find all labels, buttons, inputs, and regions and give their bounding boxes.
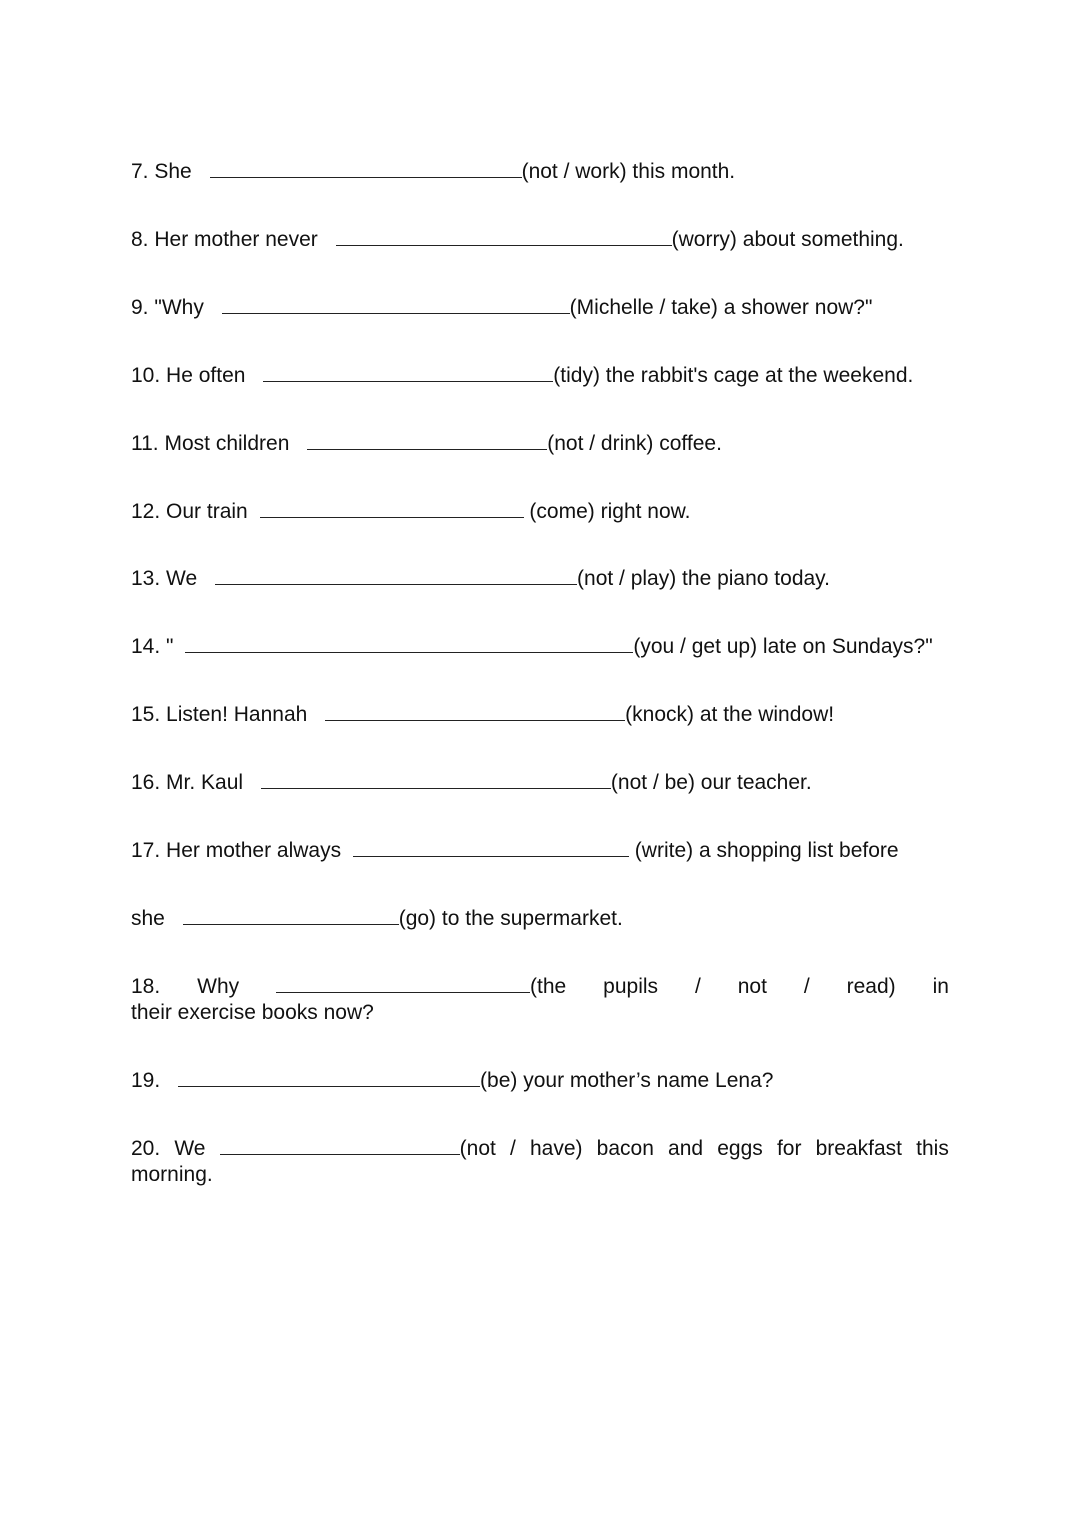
answer-blank[interactable]	[210, 157, 522, 178]
item-text-after: (not / drink) coffee.	[547, 432, 722, 455]
item-text-after: (not / work) this month.	[521, 160, 736, 183]
blank-with-text	[276, 972, 566, 1000]
exercise-item-19	[131, 1066, 949, 1094]
item-text-after: (not	[459, 1137, 496, 1160]
answer-blank[interactable]	[183, 904, 399, 925]
item-text-after: (knock) at the window!	[625, 703, 835, 726]
answer-blank[interactable]	[215, 564, 577, 585]
item-text-before: Why	[197, 975, 240, 998]
item-number: 15.	[131, 703, 161, 726]
item-text-before: "Why	[154, 296, 204, 319]
exercise-item-12	[131, 497, 949, 525]
exercise-item-15	[131, 700, 949, 728]
word: pupils	[603, 975, 659, 998]
exercise-item-7	[131, 157, 949, 185]
word: /	[694, 975, 701, 998]
item-number: 14.	[131, 635, 161, 658]
item-text-after: (go) to the supermarket.	[398, 907, 623, 930]
answer-blank[interactable]	[185, 632, 633, 653]
word: /	[509, 1137, 516, 1160]
item-text-before: We	[174, 1137, 206, 1160]
answer-blank[interactable]	[276, 972, 530, 993]
exercise-item-17-continued	[131, 904, 949, 932]
answer-blank[interactable]	[220, 1134, 460, 1155]
exercise-item-10	[131, 361, 949, 389]
item-text-before: She	[154, 160, 192, 183]
item-text-before: Listen! Hannah	[166, 703, 308, 726]
answer-blank[interactable]	[336, 225, 672, 246]
item-number: 7.	[131, 160, 149, 183]
item-text-before: she	[131, 907, 165, 930]
answer-blank[interactable]	[307, 429, 547, 450]
item-number: 20.	[131, 1137, 161, 1160]
exercise-item-17	[131, 836, 949, 864]
answer-blank[interactable]	[260, 497, 524, 518]
exercise-item-20-continuation	[131, 1161, 949, 1188]
item-number: 8.	[131, 228, 149, 251]
item-number: 18.	[131, 975, 161, 998]
item-text-before: Most children	[164, 432, 290, 455]
answer-blank[interactable]	[222, 293, 570, 314]
item-number: 17.	[131, 839, 161, 862]
answer-blank[interactable]	[261, 768, 611, 789]
word: for	[776, 1137, 802, 1160]
justified-line	[131, 1134, 949, 1162]
item-number: 9.	[131, 296, 149, 319]
exercise-item-18	[131, 972, 949, 1000]
item-number: 16.	[131, 771, 161, 794]
word: this	[916, 1137, 949, 1160]
item-text-before: Her mother always	[166, 839, 342, 862]
exercise-item-13	[131, 564, 949, 592]
item-continuation: morning.	[131, 1163, 213, 1186]
word: /	[803, 975, 810, 998]
word: and	[668, 1137, 704, 1160]
item-text-after: (be) your mother’s name Lena?	[480, 1069, 774, 1092]
item-number: 11.	[131, 432, 159, 455]
answer-blank[interactable]	[263, 361, 553, 382]
item-text-after: (the	[530, 975, 567, 998]
exercise-item-20	[131, 1134, 949, 1162]
item-text-before: He often	[166, 364, 246, 387]
item-text-before: Mr. Kaul	[166, 771, 244, 794]
exercise-item-16	[131, 768, 949, 796]
item-text-after: (tidy) the rabbit's cage at the weekend.	[553, 364, 914, 387]
word: have)	[529, 1137, 583, 1160]
item-number: 12.	[131, 500, 161, 523]
word: read)	[846, 975, 896, 998]
word: bacon	[596, 1137, 654, 1160]
item-text-before: We	[166, 567, 198, 590]
word: in	[932, 975, 949, 998]
item-text-after: (not / play) the piano today.	[577, 567, 830, 590]
item-text-after: (write) a shopping list before	[628, 839, 899, 862]
exercise-item-9	[131, 293, 949, 321]
item-text-after: (not / be) our teacher.	[610, 771, 812, 794]
item-number: 19.	[131, 1069, 161, 1092]
word: eggs	[717, 1137, 763, 1160]
item-text-after: (worry) about something.	[671, 228, 904, 251]
item-number: 13.	[131, 567, 161, 590]
exercise-item-11	[131, 429, 949, 457]
answer-blank[interactable]	[325, 700, 625, 721]
justified-line	[131, 972, 949, 1000]
item-continuation: their exercise books now?	[131, 1001, 374, 1024]
exercise-item-14	[131, 632, 949, 660]
item-text-before: "	[166, 635, 174, 658]
exercise-item-8	[131, 225, 949, 253]
exercise-item-18-continuation	[131, 999, 949, 1026]
word: not	[737, 975, 767, 998]
item-number: 10.	[131, 364, 161, 387]
item-text-after: (you / get up) late on Sundays?"	[633, 635, 933, 658]
word: breakfast	[815, 1137, 903, 1160]
item-text-after: (come) right now.	[523, 500, 691, 523]
answer-blank[interactable]	[353, 836, 629, 857]
item-text-before: Her mother never	[154, 228, 318, 251]
blank-with-text	[220, 1134, 496, 1162]
item-text-before: Our train	[166, 500, 248, 523]
answer-blank[interactable]	[178, 1066, 480, 1087]
item-text-after: (Michelle / take) a shower now?"	[569, 296, 873, 319]
